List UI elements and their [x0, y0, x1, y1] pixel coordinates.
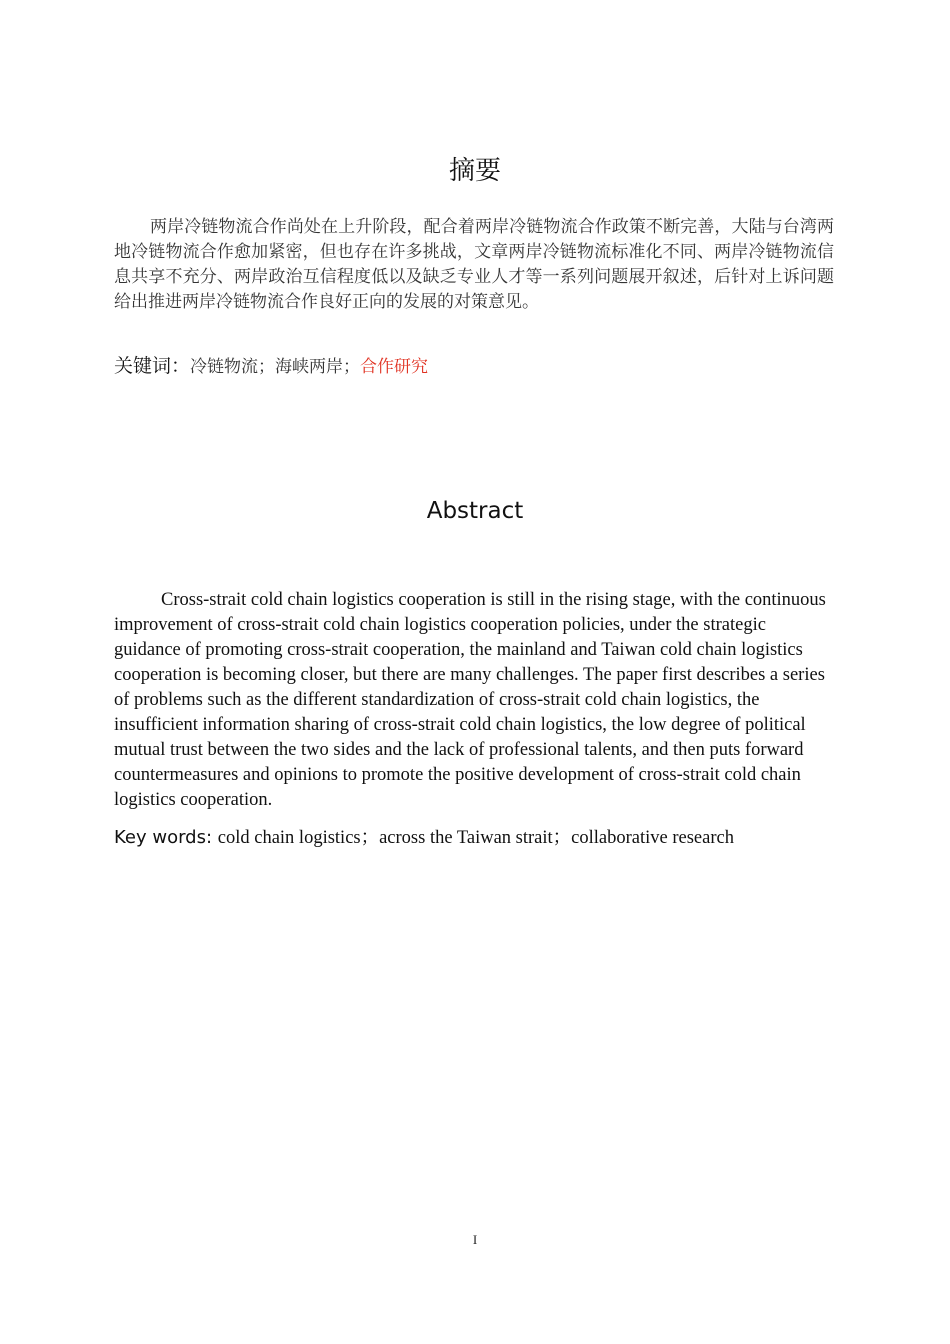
chinese-keywords-label: 关键词： — [114, 355, 191, 377]
page-number: I — [472, 1232, 478, 1247]
chinese-keywords — [114, 352, 834, 381]
chinese-abstract-title: 摘要 — [448, 156, 501, 186]
chinese-keyword: 海峡两岸； — [275, 357, 361, 377]
english-abstract-body: Cross-strait cold chain logistics cooperation is still in the rising stage, with the continuous improvement of cross-strait cold chain logistics cooperation policies, under the strategic guidance of promoting cross-strait cooperation, the mainland and Taiwan cold chain logistics cooperation is becoming closer, but there are many challenges. The paper first describes a series of problems such as the different standardization of cross-strait cold chain logistics, the insufficient information sharing of cross-strait cold chain logistics, the low degree of political mutual trust between the two sides and the lack of professional talents, and then puts forward countermeasures and opinions to promote the positive development of cross-strait cold chain logistics cooperation. — [114, 590, 826, 810]
chinese-abstract-body: 两岸冷链物流合作尚处在上升阶段，配合着两岸冷链物流合作政策不断完善，大陆与台湾两地冷链物流合作愈加紧密，但也存在许多挑战，文章两岸冷链物流标准化不同、两岸冷链物流信息共享不充分、两岸政治互信程度低以及缺乏专业人才等一系列问题展开叙述，后针对上诉问题给出推进两岸冷链物流合作良好正向的发展的对策意见。 — [114, 217, 834, 312]
english-keywords — [114, 824, 834, 852]
english-keywords-list: cold chain logistics；across the Taiwan strait；collaborative research — [217, 828, 734, 848]
english-abstract-title: Abstract — [426, 498, 524, 524]
english-keywords-label: Key words: — [114, 827, 218, 848]
chinese-keyword: 冷链物流； — [190, 357, 276, 377]
chinese-keyword-highlighted: 合作研究 — [360, 357, 429, 377]
